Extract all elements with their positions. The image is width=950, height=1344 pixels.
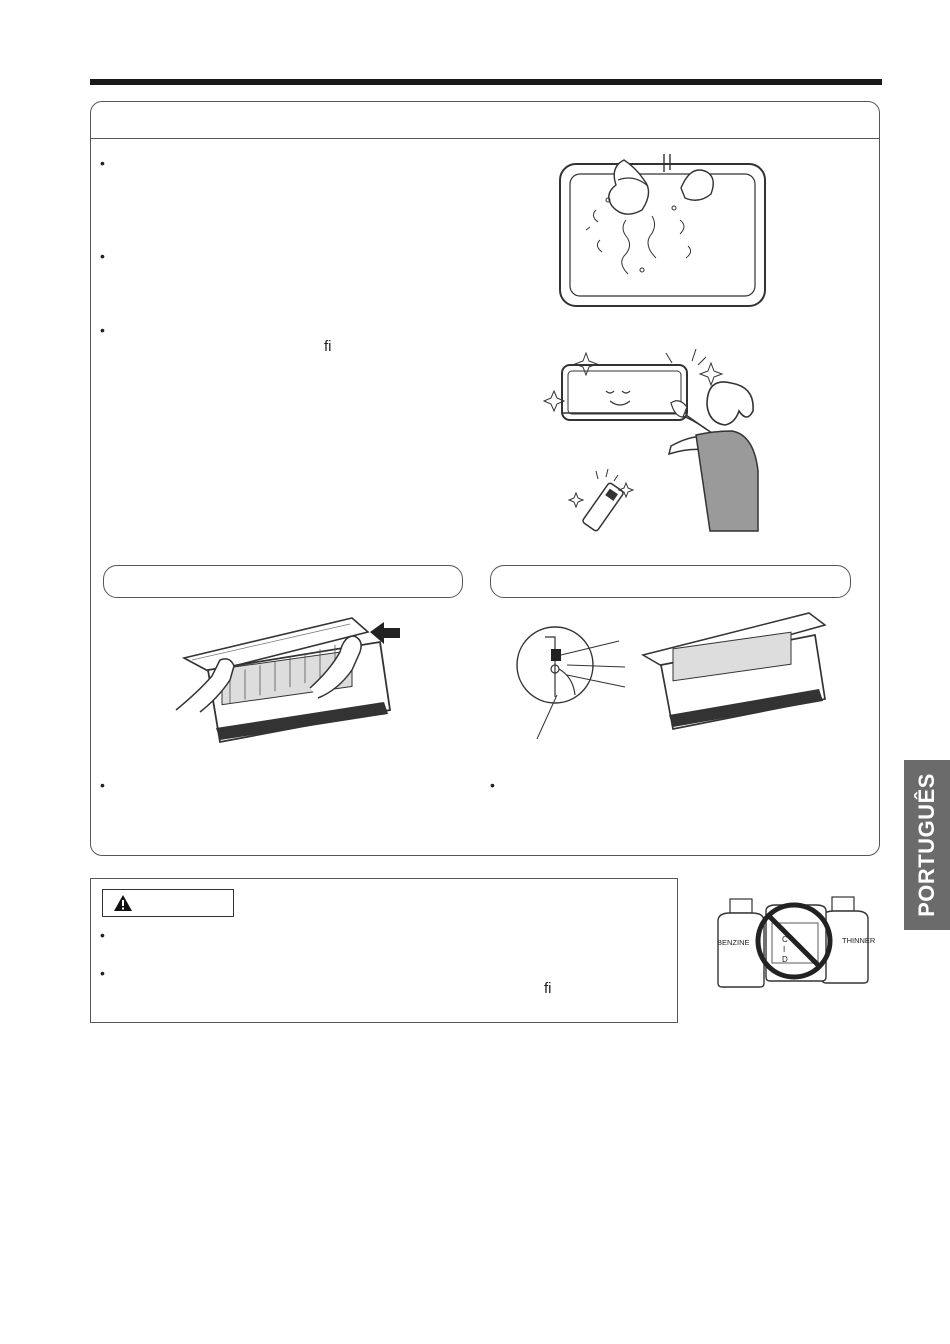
bullet: • xyxy=(100,248,105,264)
bottle-label-thinner: THINNER xyxy=(842,936,876,945)
bottle-letter: I xyxy=(783,945,786,954)
washing-panel-illustration xyxy=(556,150,771,315)
wiping-unit-illustration xyxy=(546,343,761,533)
bottle-letter: D xyxy=(782,955,788,964)
section-header-divider xyxy=(90,138,880,139)
language-tab xyxy=(904,760,950,930)
panel-hinge-illustration xyxy=(515,607,840,742)
ligature-glyph: fi xyxy=(544,980,552,997)
ligature-glyph: fi xyxy=(324,338,332,355)
bottle-letter: C xyxy=(782,935,788,944)
caution-label-box xyxy=(102,889,234,917)
open-front-panel-illustration xyxy=(170,610,415,750)
bullet: • xyxy=(490,777,495,793)
subsection-header-right xyxy=(490,565,851,598)
bullet: • xyxy=(100,965,105,981)
bullet: • xyxy=(100,322,105,338)
bullet: • xyxy=(100,777,105,793)
language-tab-label: PORTUGUÊS xyxy=(914,773,940,917)
bullet: • xyxy=(100,155,105,171)
bottle-label-benzine: BENZINE xyxy=(717,938,750,947)
subsection-header-left xyxy=(103,565,463,598)
warning-triangle-icon xyxy=(113,894,133,912)
bullet: • xyxy=(100,927,105,943)
section-top-rule xyxy=(90,79,882,85)
